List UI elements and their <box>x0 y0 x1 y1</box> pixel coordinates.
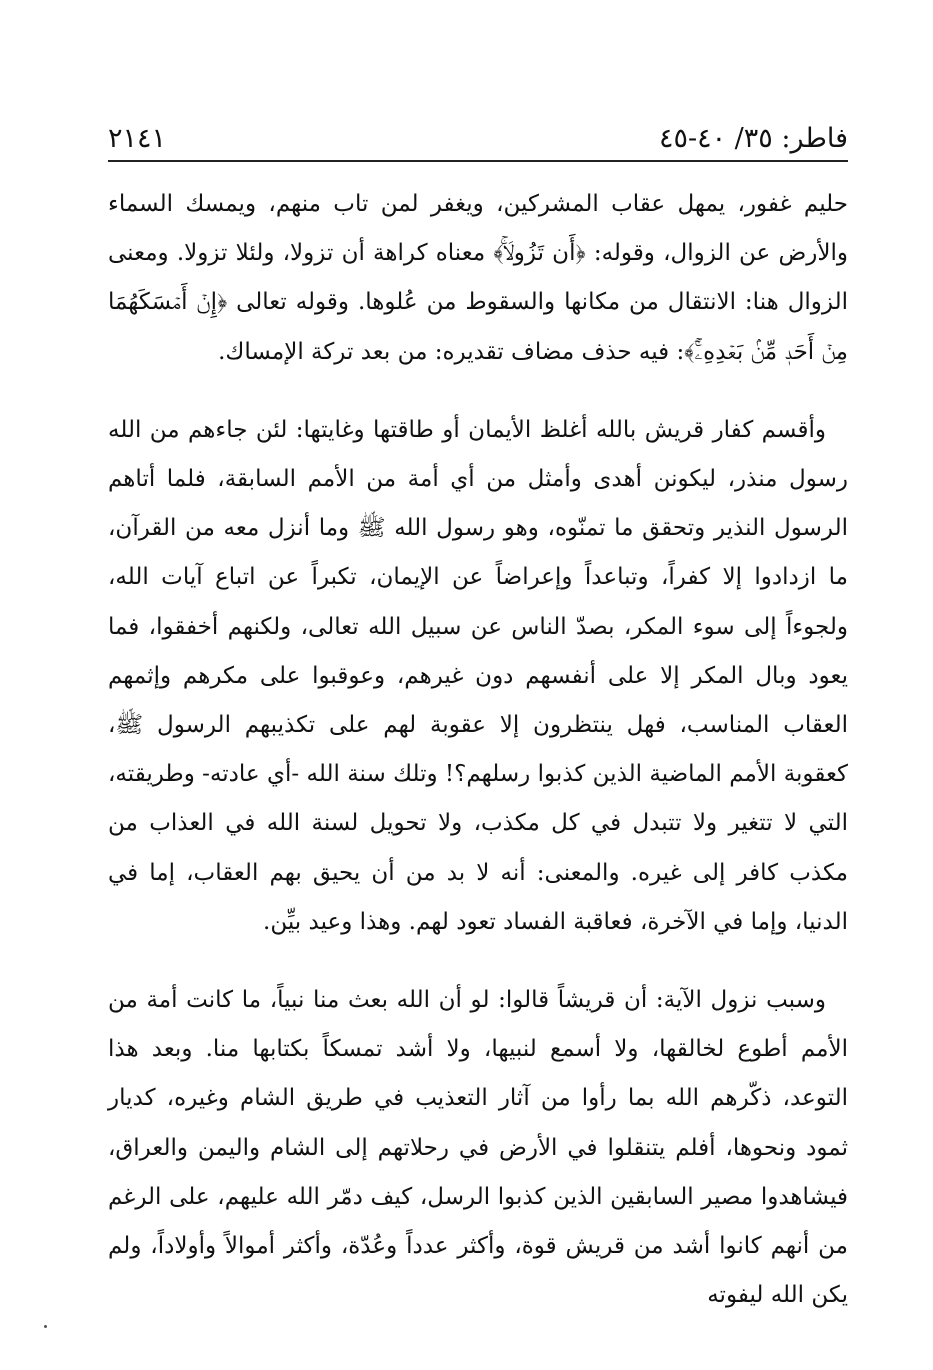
page-number: ٢١٤١ <box>108 123 167 154</box>
paragraph-2: وأقسم كفار قريش بالله أغلظ الأيمان أو طاقتها وغايتها: لئن جاءهم من الله رسول منذر، ليكونن أهدى وأمثل من أي أمة من الأمم السابقة، فلما أتاهم الرسول النذير وتحقق ما تمنّوه، وهو رسول الله ﷺ وما أنزل معه من القرآن، ما ازدادوا إلا كفراً، وتباعداً وإعراضاً عن الإيمان، تكبراً عن اتباع آيات الله، ولجوءاً إلى سوء المكر، بصدّ الناس عن سبيل الله تعالى، ولكنهم أخفقوا، فما يعود وبال المكر إلا على أنفسهم دون غيرهم، وعوقبوا على مكرهم وإثمهم العقاب المناسب، فهل ينتظرون إلا عقوبة لهم على تكذيبهم الرسول ﷺ، كعقوبة الأمم الماضية الذين كذبوا رسلهم؟! وتلك سنة الله -أي عادته- وطريقته، التي لا تتغير ولا تتبدل في كل مكذب، ولا تحويل لسنة الله في العذاب من مكذب كافر إلى غيره. والمعنى: أنه لا بد من أن يحيق بهم العقاب، إما في الدنيا، وإما في الآخرة، فعاقبة الفساد تعود لهم. وهذا وعيد بيِّن. <box>108 416 848 935</box>
paragraph-3: وسبب نزول الآية: أن قريشاً قالوا: لو أن الله بعث منا نبياً، ما كانت أمة من الأمم أطوع لخالقها، ولا أسمع لنبيها، ولا أشد تمسكاً بكتابها منا. وبعد هذا التوعد، ذكّرهم الله بما رأوا من آثار التعذيب في طريق الشام وغيره، كديار ثمود ونحوها، أفلم يتنقلوا في الأرض في رحلاتهم إلى الشام واليمن والعراق، فيشاهدوا مصير السابقين الذين كذبوا الرسل، كيف دمّر الله عليهم، على الرغم من أنهم كانوا أشد من قريش قوة، وأكثر عدداً وعُدّة، وأكثر أموالاً وأولاداً، ولم يكن الله ليفوته <box>108 987 849 1309</box>
scan-speck <box>44 1325 47 1328</box>
main-text <box>108 180 848 1320</box>
paragraph-1: حليم غفور، يمهل عقاب المشركين، ويغفر لمن تاب منهم، ويمسك السماء والأرض عن الزوال، وقوله: ﴿أَن تَزُولَاۚ﴾ معناه كراهة أن تزولا، ولئلا تزولا. ومعنى الزوال هنا: الانتقال من مكانها والسقوط من عُلوها. وقوله تعالى ﴿إِنۡ أَمۡسَكَهُمَا مِنۡ أَحَدٖ مِّنۢ بَعۡدِهِۦٓۚ﴾: فيه حذف مضاف تقديره: من بعد تركة الإمساك. <box>108 191 848 365</box>
header-divider <box>108 160 848 162</box>
running-title: فاطر: ٣٥/ ٤٠-٤٥ <box>658 123 848 154</box>
page-header <box>108 118 848 158</box>
